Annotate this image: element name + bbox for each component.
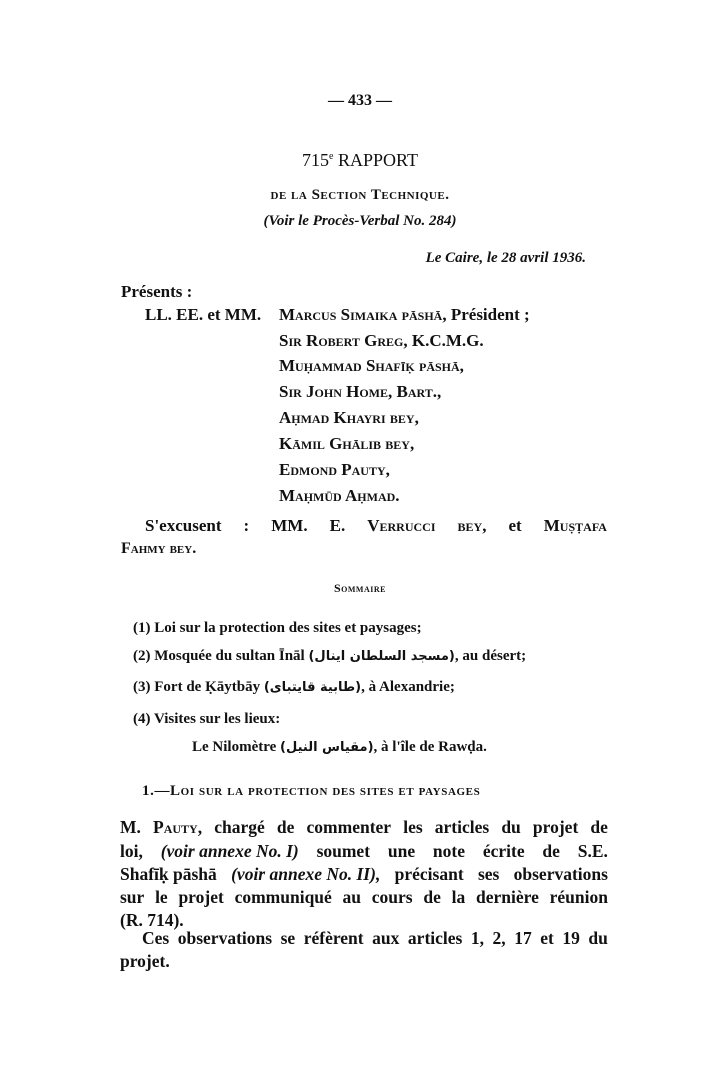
- word: aux: [372, 928, 400, 948]
- member-suffix: K.C.M.G.: [407, 331, 484, 350]
- member-name: Maḥmūd Aḥmad.: [279, 486, 400, 505]
- word: de: [590, 817, 608, 837]
- summary-item: [133, 711, 280, 728]
- word: observations: [513, 864, 608, 884]
- word: la: [451, 887, 466, 907]
- member-entry: [279, 434, 414, 454]
- summary-text: Visites sur les lieux:: [153, 711, 281, 727]
- word: ses: [477, 864, 500, 884]
- word: commenter: [306, 817, 392, 837]
- word: du: [501, 817, 521, 837]
- word: projet: [178, 887, 224, 907]
- member-suffix: , Président ;: [442, 305, 530, 324]
- word: articles: [434, 817, 490, 837]
- member-title: bey: [389, 408, 415, 427]
- summary-text: Loi sur la protection des sites et paysages;: [154, 620, 422, 636]
- summary-text-after: , à l'île de Rawḍa.: [373, 739, 487, 755]
- member-entry: [279, 331, 484, 351]
- word: Pauty,: [153, 817, 203, 837]
- member-name: Sir Robert Greg,: [279, 331, 408, 350]
- word: écrite: [482, 841, 525, 861]
- word: observations: [177, 928, 273, 948]
- arabic-name: (طابية قايتباى): [263, 680, 362, 695]
- report-word: RAPPORT: [333, 150, 418, 170]
- excused-word: bey,: [457, 516, 487, 535]
- word: et: [540, 928, 554, 948]
- summary-item: [133, 648, 526, 665]
- word: (voir annexe No. I): [160, 841, 299, 861]
- word: le: [155, 887, 168, 907]
- word: Shafīḳ pāshā: [120, 864, 217, 884]
- summary-text-after: , au désert;: [454, 648, 527, 664]
- presents-lead: LL. EE. et MM.: [145, 305, 262, 324]
- word: communiqué: [234, 887, 332, 907]
- report-title: [0, 150, 720, 171]
- section-heading: 1.—Loi sur la protection des sites et paysages: [142, 783, 481, 799]
- summary-text: Mosquée du sultan Īnāl: [154, 648, 309, 664]
- word: chargé: [214, 817, 265, 837]
- report-reference: (Voir le Procès-Verbal No. 284): [263, 213, 457, 229]
- summary-sub-item: [192, 739, 487, 756]
- word: articles: [407, 928, 463, 948]
- summary-number: (4): [133, 711, 151, 727]
- word: M.: [120, 817, 141, 837]
- summary-title: Sommaire: [333, 581, 386, 595]
- member-suffix: ,: [459, 356, 464, 375]
- summary-text: Le Nilomètre: [192, 739, 281, 755]
- word: loi,: [120, 841, 143, 861]
- word: (voir annexe No. II),: [231, 864, 381, 884]
- paragraph-line: [120, 817, 608, 838]
- paragraph-line: [120, 864, 608, 885]
- word: une: [387, 841, 416, 861]
- report-number-suffix: e: [329, 151, 334, 162]
- member-entry: [279, 408, 419, 428]
- word: projet: [532, 817, 579, 837]
- paragraph-line: [120, 887, 608, 908]
- summary-text: Fort de Ḳāytbāy: [154, 679, 264, 695]
- arabic-name: (مقياس النيل): [280, 740, 374, 755]
- word: du: [588, 928, 608, 948]
- summary-number: (1): [133, 620, 151, 636]
- word: réfèrent: [303, 928, 364, 948]
- arabic-name: (مسجد السلطان اينال): [308, 649, 455, 664]
- word: réunion: [549, 887, 608, 907]
- member-title: bey: [385, 434, 410, 453]
- member-name: Muḥammad Shafīḳ: [279, 356, 415, 375]
- excused-word: et: [508, 516, 522, 535]
- presents-label: Présents :: [121, 282, 193, 301]
- summary-number: (3): [133, 679, 151, 695]
- summary-text-after: , à Alexandrie;: [361, 679, 455, 695]
- word: au: [342, 887, 362, 907]
- excused-word: E.: [329, 516, 346, 535]
- excused-word: Verrucci: [367, 516, 436, 535]
- word: les: [403, 817, 423, 837]
- word: 17: [514, 928, 532, 948]
- paragraph-line: [120, 841, 608, 862]
- member-entry: [279, 460, 390, 480]
- excused-word: S'excusent: [145, 516, 222, 535]
- excused-word: MM.: [271, 516, 308, 535]
- member-entry: [279, 305, 530, 325]
- paragraph-line: projet.: [120, 951, 170, 971]
- report-date: Le Caire, le 28 avril 1936.: [425, 250, 586, 266]
- report-subtitle: de la Section Technique.: [270, 187, 450, 203]
- member-title: pāshā: [418, 356, 460, 375]
- report-number: 715: [302, 150, 330, 170]
- member-name: Marcus Simaika: [279, 305, 398, 324]
- word: note: [432, 841, 465, 861]
- word: se: [280, 928, 296, 948]
- word: précisant: [394, 864, 464, 884]
- excused-word: :: [243, 516, 250, 535]
- excused-line-continued: Fahmy bey.: [121, 540, 197, 557]
- excused-word: Muṣṭafa: [543, 516, 607, 535]
- word: cours: [371, 887, 413, 907]
- word: de: [276, 817, 295, 837]
- member-suffix: ,: [409, 434, 415, 453]
- summary-item: [133, 620, 422, 637]
- member-name: Aḥmad Khayri: [279, 408, 386, 427]
- member-entry: [279, 486, 400, 506]
- word: soumet: [316, 841, 371, 861]
- paragraph-line: [142, 928, 608, 949]
- member-entry: [279, 356, 464, 376]
- word: sur: [120, 887, 145, 907]
- word: 19: [562, 928, 580, 948]
- word: 2,: [492, 928, 506, 948]
- word: de: [423, 887, 441, 907]
- word: 1,: [470, 928, 484, 948]
- word: de: [542, 841, 560, 861]
- summary-item: [133, 679, 455, 696]
- paragraph-line: (R. 714).: [120, 910, 184, 930]
- page-number: — 433 —: [328, 92, 392, 109]
- summary-number: (2): [133, 648, 151, 664]
- member-name: Sir John Home, Bart.,: [279, 382, 442, 401]
- member-entry: [279, 382, 441, 402]
- member-name: Edmond Pauty,: [279, 460, 390, 479]
- member-suffix: ,: [414, 408, 419, 427]
- word: dernière: [475, 887, 539, 907]
- excused-line: [145, 516, 607, 536]
- word: Ces: [142, 928, 170, 948]
- word: S.E.: [577, 841, 608, 861]
- member-title: pāshā: [401, 305, 443, 324]
- member-name: Kāmil Ghālib: [279, 434, 382, 453]
